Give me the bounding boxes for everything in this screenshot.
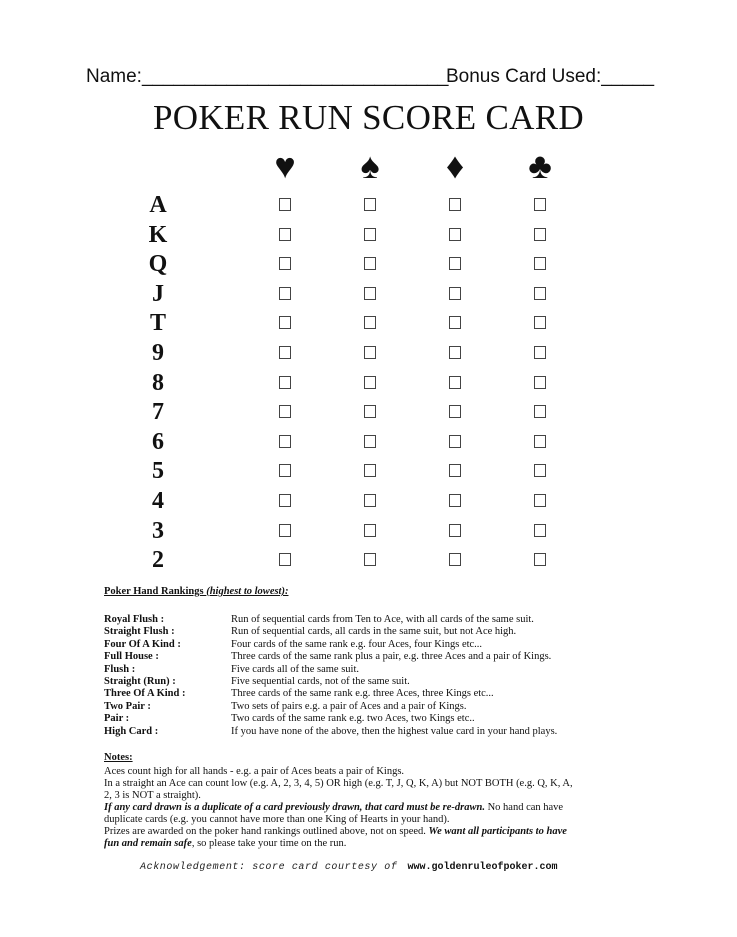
checkbox-spades[interactable] (364, 346, 376, 359)
note-text: , so please take your time on the run. (191, 838, 347, 849)
rank-label: 4 (152, 488, 164, 514)
rank-label: 3 (152, 517, 164, 544)
checkbox-spades[interactable] (364, 524, 376, 537)
suit-diamonds-icon: ♦ (445, 146, 465, 186)
rank-label: Q (148, 251, 168, 278)
checkbox-hearts[interactable] (279, 287, 291, 300)
header-bonus-card-field: Bonus Card Used:_____ (446, 66, 655, 87)
checkbox-spades[interactable] (364, 405, 376, 418)
checkbox-clubs[interactable] (534, 316, 546, 329)
note-line: duplicate cards (e.g. you cannot have more than one King of Hearts in your hand). (104, 814, 450, 825)
note-line: In a straight an Ace can count low (e.g. A, 2, 3, 4, 5) OR high (e.g. T, J, Q, K, A) but NOT BOTH (e.g. Q, K, A, (104, 778, 573, 789)
hand-name: Flush : (104, 663, 136, 675)
checkbox-spades[interactable] (364, 228, 376, 241)
checkbox-diamonds[interactable] (449, 287, 461, 300)
checkbox-diamonds[interactable] (449, 524, 461, 537)
rank-label: T (149, 310, 166, 337)
hand-description: Run of sequential cards, all cards in the same suit, but not Ace high. (231, 626, 517, 638)
rank-label: 6 (152, 428, 164, 455)
page-title: POKER RUN SCORE CARD (153, 98, 584, 137)
hand-description: Four cards of the same rank e.g. four Aces, four Kings etc... (231, 638, 483, 650)
suit-spades-icon: ♠ (360, 146, 380, 186)
note-line (104, 838, 346, 850)
checkbox-diamonds[interactable] (449, 405, 461, 418)
hand-name: Straight Flush : (104, 626, 175, 638)
hand-description: Two cards of the same rank e.g. two Aces, two Kings etc.. (231, 713, 475, 725)
checkbox-diamonds[interactable] (449, 346, 461, 359)
checkbox-hearts[interactable] (279, 524, 291, 537)
rank-label: J (152, 280, 164, 307)
checkbox-clubs[interactable] (534, 494, 546, 507)
note-emphasis: fun and remain safe (104, 838, 192, 849)
hand-description: Three cards of the same rank plus a pair, e.g. three Aces and a pair of Kings. (231, 651, 552, 663)
hand-name: Royal Flush : (104, 614, 165, 625)
hand-name: Four Of A Kind : (104, 638, 181, 650)
checkbox-spades[interactable] (364, 287, 376, 300)
checkbox-diamonds[interactable] (449, 316, 461, 329)
checkbox-hearts[interactable] (279, 198, 291, 211)
checkbox-diamonds[interactable] (449, 257, 461, 270)
rank-label: 8 (152, 369, 164, 396)
header-name-field: Name:_____________________________ (86, 66, 449, 87)
checkbox-clubs[interactable] (534, 524, 546, 537)
checkbox-hearts[interactable] (279, 228, 291, 241)
checkbox-diamonds[interactable] (449, 228, 461, 241)
checkbox-spades[interactable] (364, 257, 376, 270)
hand-description: Run of sequential cards from Ten to Ace, with all cards of the same suit. (231, 614, 534, 625)
checkbox-clubs[interactable] (534, 553, 546, 566)
rank-label: A (149, 192, 167, 218)
acknowledgement (140, 862, 557, 873)
hand-description: Three cards of the same rank e.g. three Aces, three Kings etc... (231, 688, 494, 700)
hand-name: Three Of A Kind : (104, 688, 186, 700)
acknowledgement-link[interactable]: www.goldenruleofpoker.com (407, 862, 558, 873)
hand-name: Two Pair : (104, 700, 151, 712)
checkbox-diamonds[interactable] (449, 198, 461, 211)
rankings-heading-note: (highest to lowest): (206, 586, 289, 597)
checkbox-clubs[interactable] (534, 435, 546, 448)
note-text: Prizes are awarded on the poker hand rankings outlined above, not on speed. (104, 826, 429, 837)
checkbox-clubs[interactable] (534, 287, 546, 300)
checkbox-spades[interactable] (364, 316, 376, 329)
rankings-heading (104, 586, 288, 597)
note-line: 2, 3 is NOT a straight). (104, 790, 201, 801)
note-text: No hand can have (484, 802, 564, 813)
checkbox-hearts[interactable] (279, 405, 291, 418)
note-line (104, 826, 567, 838)
checkbox-clubs[interactable] (534, 376, 546, 389)
rank-label: 2 (152, 547, 164, 574)
checkbox-hearts[interactable] (279, 435, 291, 448)
checkbox-diamonds[interactable] (449, 435, 461, 448)
hand-name: Full House : (104, 651, 159, 663)
checkbox-hearts[interactable] (279, 346, 291, 359)
hand-name: Straight (Run) : (104, 676, 176, 687)
checkbox-spades[interactable] (364, 494, 376, 507)
checkbox-hearts[interactable] (279, 316, 291, 329)
checkbox-clubs[interactable] (534, 405, 546, 418)
suit-hearts-icon: ♥ (274, 146, 296, 186)
hand-description: Five sequential cards, not of the same suit. (231, 676, 410, 687)
checkbox-clubs[interactable] (534, 228, 546, 241)
hand-description: Two sets of pairs e.g. a pair of Aces and a pair of Kings. (231, 700, 467, 712)
checkbox-diamonds[interactable] (449, 376, 461, 389)
checkbox-diamonds[interactable] (449, 494, 461, 507)
notes-heading: Notes: (104, 752, 133, 763)
hand-name: High Card : (104, 725, 159, 737)
checkbox-diamonds[interactable] (449, 464, 461, 477)
rank-label: 5 (152, 458, 164, 485)
checkbox-clubs[interactable] (534, 198, 546, 211)
note-line: Aces count high for all hands - e.g. a pair of Aces beats a pair of Kings. (104, 766, 405, 777)
hand-name: Pair : (104, 713, 130, 725)
checkbox-spades[interactable] (364, 464, 376, 477)
suit-clubs-icon: ♣ (528, 146, 552, 186)
checkbox-hearts[interactable] (279, 376, 291, 389)
note-emphasis: If any card drawn is a duplicate of a card previously drawn, that card must be re-drawn. (104, 802, 485, 813)
checkbox-spades[interactable] (364, 435, 376, 448)
rank-label: 9 (152, 340, 164, 366)
checkbox-clubs[interactable] (534, 257, 546, 270)
rank-label: 7 (152, 399, 164, 426)
checkbox-hearts[interactable] (279, 494, 291, 507)
checkbox-spades[interactable] (364, 376, 376, 389)
checkbox-spades[interactable] (364, 198, 376, 211)
checkbox-hearts[interactable] (279, 257, 291, 270)
note-emphasis: We want all participants to have (428, 826, 567, 837)
checkbox-spades[interactable] (364, 553, 376, 566)
rankings-heading-main: Poker Hand Rankings (104, 586, 207, 597)
checkbox-hearts[interactable] (279, 464, 291, 477)
rank-label: K (148, 221, 168, 248)
checkbox-diamonds[interactable] (449, 553, 461, 566)
checkbox-clubs[interactable] (534, 346, 546, 359)
acknowledgement-text: Acknowledgement: score card courtesy of (140, 862, 398, 873)
checkbox-hearts[interactable] (279, 553, 291, 566)
note-line (104, 802, 563, 814)
hand-description: If you have none of the above, then the highest value card in your hand plays. (231, 725, 558, 737)
checkbox-clubs[interactable] (534, 464, 546, 477)
hand-description: Five cards all of the same suit. (231, 663, 360, 675)
